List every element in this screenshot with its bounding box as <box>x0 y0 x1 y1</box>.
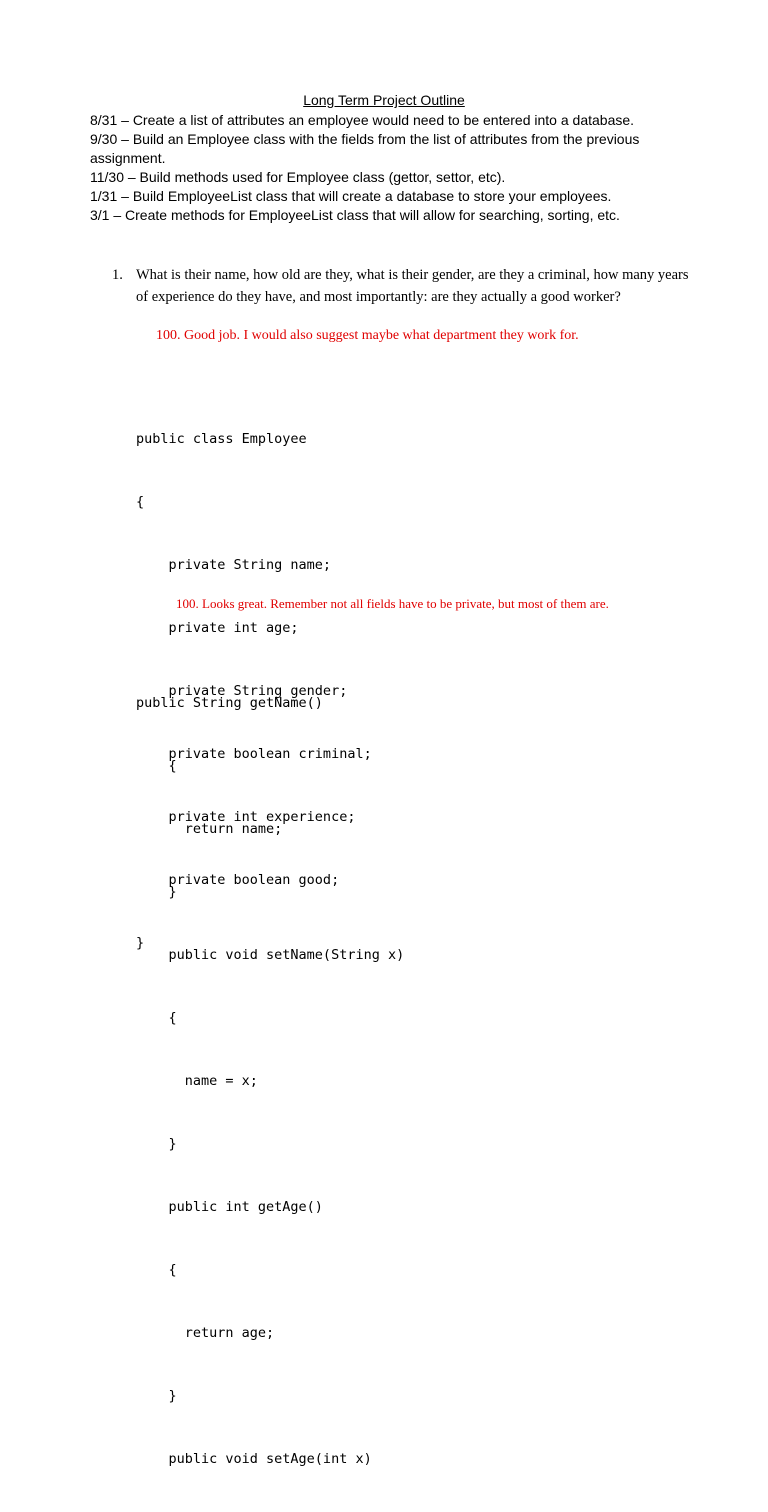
document-title: Long Term Project Outline <box>303 92 465 108</box>
code-line: private int age; <box>136 620 299 636</box>
code-line: public void setName(String x) <box>136 947 405 963</box>
code-line: { <box>136 758 177 774</box>
code-line: public void setAge(int x) <box>136 1451 372 1467</box>
code-line: return name; <box>136 821 283 837</box>
schedule-line: 11/30 – Build methods used for Employee class (gettor, settor, etc). <box>90 169 506 185</box>
schedule-line: 8/31 – Create a list of attributes an employee would need to be entered into a database. <box>90 112 635 128</box>
code-line: } <box>136 1136 177 1152</box>
schedule-list <box>90 111 650 225</box>
question-item <box>112 264 692 308</box>
schedule-line: 9/30 – Build an Employee class with the fields from the list of attributes from the previous <box>90 131 640 147</box>
code-line: private int experience; <box>136 809 356 825</box>
code-line: } <box>136 1388 177 1404</box>
code-line: { <box>136 494 145 510</box>
code-line: { <box>136 1010 177 1026</box>
code-line: public class Employee <box>136 431 307 447</box>
question-text: What is their name, how old are they, what is their gender, are they a criminal, how many years of experience do they have, and most importantly: are they actually a good worker? <box>136 267 689 305</box>
feedback-comment-1: 100. Good job. I would also suggest maybe what department they work for. <box>156 328 579 343</box>
schedule-line: 1/31 – Build EmployeeList class that will create a database to store your employees. <box>90 188 612 204</box>
code-block-methods <box>136 651 404 1512</box>
code-line: name = x; <box>136 1073 258 1089</box>
schedule-line: assignment. <box>90 150 166 166</box>
code-line: private String gender; <box>136 683 348 699</box>
code-line: private boolean criminal; <box>136 746 372 762</box>
schedule-line: 3/1 – Create methods for EmployeeList class that will allow for searching, sorting, etc. <box>90 207 620 223</box>
question-number: 1. <box>112 267 123 283</box>
feedback-comment-2: 100. Looks great. Remember not all fields have to be private, but most of them are. <box>176 596 609 611</box>
code-line: public String getName() <box>136 695 323 711</box>
code-line: } <box>136 884 177 900</box>
code-line: private String name; <box>136 557 332 573</box>
code-line: public int getAge() <box>136 1199 323 1215</box>
code-line: return age; <box>136 1325 275 1341</box>
code-line: private boolean good; <box>136 872 340 888</box>
code-line: { <box>136 1262 177 1278</box>
code-line: } <box>136 935 145 951</box>
